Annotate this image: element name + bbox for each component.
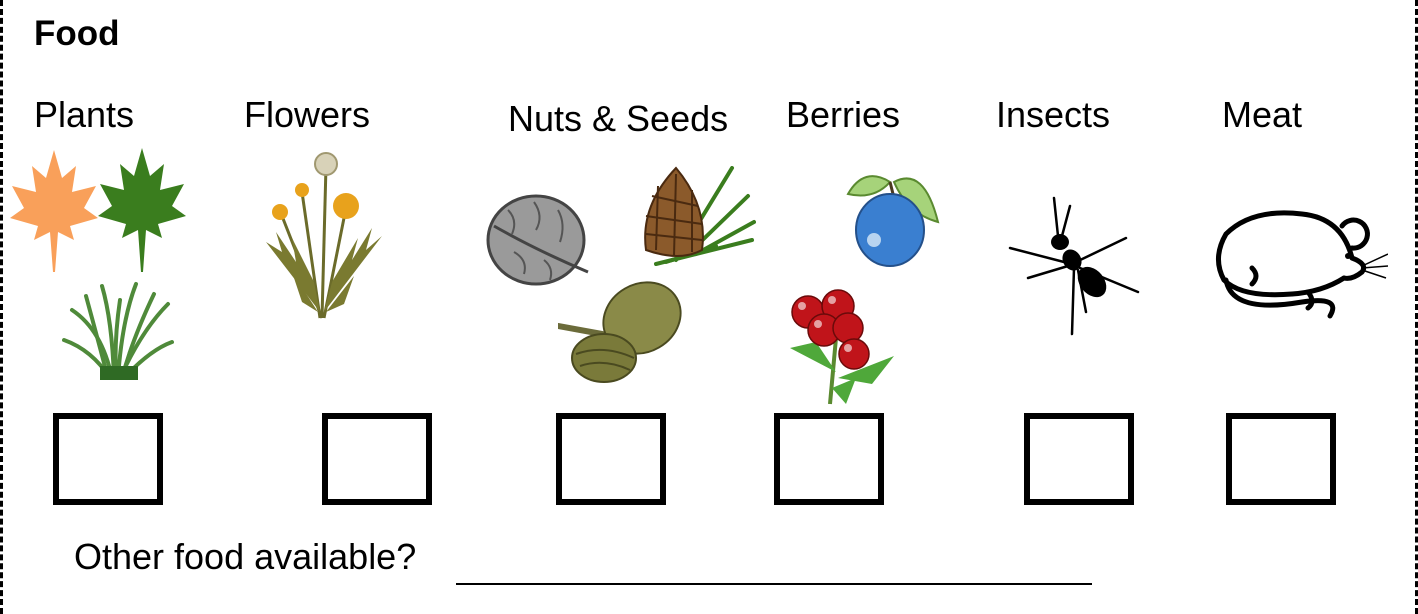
ant-icon [1008, 196, 1142, 336]
other-food-prompt: Other food available? [74, 536, 417, 577]
grass-icon [62, 280, 174, 380]
section-title: Food [34, 14, 120, 53]
checkbox-nuts-seeds[interactable] [556, 413, 666, 505]
dandelion-icon [262, 152, 386, 320]
category-label-nuts-seeds: Nuts & Seeds [508, 98, 729, 139]
category-label-meat: Meat [1222, 94, 1303, 135]
category-label-berries: Berries [786, 94, 901, 135]
maple-leaf-icon [8, 148, 100, 274]
mouse-icon [1212, 198, 1388, 322]
pinecone-icon [636, 166, 756, 270]
acorn-icon [558, 274, 688, 386]
checkbox-flowers[interactable] [322, 413, 432, 505]
maple-leaf-icon [96, 146, 188, 274]
category-label-plants: Plants [34, 94, 135, 135]
red-berries-icon [786, 288, 898, 406]
dashed-border-left [0, 0, 3, 614]
plum-icon [844, 164, 940, 268]
category-label-flowers: Flowers [244, 94, 371, 135]
category-label-insects: Insects [996, 94, 1111, 135]
checkbox-plants[interactable] [53, 413, 163, 505]
other-food-answer-line[interactable] [456, 583, 1092, 585]
checkbox-insects[interactable] [1024, 413, 1134, 505]
checkbox-berries[interactable] [774, 413, 884, 505]
checkbox-meat[interactable] [1226, 413, 1336, 505]
